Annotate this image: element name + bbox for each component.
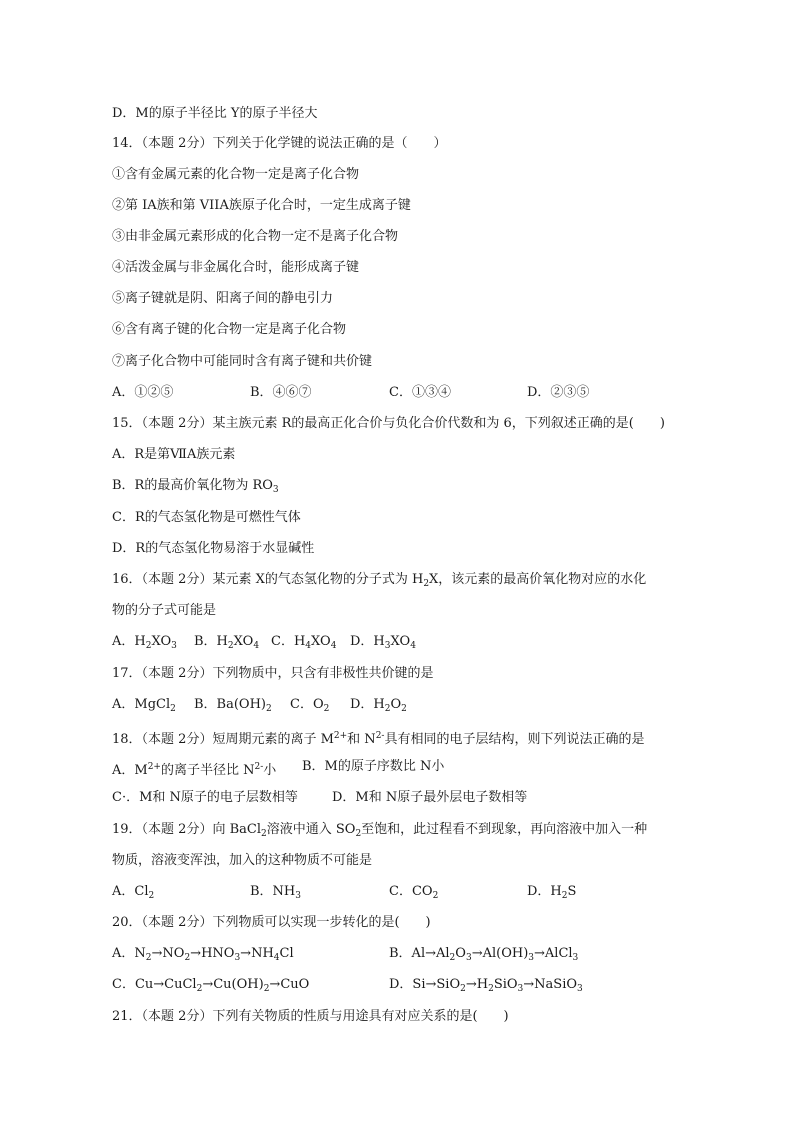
q16-options (112, 634, 512, 650)
q19-options (112, 884, 712, 900)
q20-options-ab (112, 946, 712, 962)
q18-stem: 18．（本题 2分）短周期元素的离子 $M^{2+}$和 $N^{2-}$具有相同的电子层结构，则下列说法正确的是 (112, 731, 645, 747)
q14-statement-4: ④活泼金属与非金属化合时，能形成离子键 (112, 260, 360, 275)
q17-option-c: C．$O_2$ (290, 697, 330, 714)
q14-option-b: B．④⑥⑦ (250, 385, 312, 400)
q18-option-a: A．$M^{2+}$的离子半径比 $N^{2-}$小 (112, 762, 277, 778)
q15-option-d: D．R的气态氢化物易溶于水显碱性 (112, 541, 315, 556)
q14-stem: 14．（本题 2分）下列关于化学键的说法正确的是（ ） (112, 136, 447, 151)
q19-stem-line2: 物质，溶液变浑浊，加入的这种物质不可能是 (112, 853, 373, 868)
q14-statement-3: ③由非金属元素形成的化合物一定不是离子化合物 (112, 229, 399, 244)
q13-option-d: D．M的原子半径比 Y的原子半径大 (112, 106, 318, 121)
q19-option-b: B．$NH_3$ (250, 884, 301, 901)
q17-option-a: A．MgCl$_2$ (112, 697, 176, 714)
q18-options-ab (112, 759, 612, 778)
q14-options (112, 385, 712, 401)
q15-option-c: C．R的气态氢化物是可燃性气体 (112, 510, 301, 525)
q19-option-c: C．$CO_2$ (389, 884, 439, 901)
q14-statement-5: ⑤离子键就是阴、阳离子间的静电引力 (112, 291, 334, 306)
q20-options-cd (112, 977, 712, 993)
q17-option-d: D．$H_2O_2$ (350, 697, 407, 714)
q16-option-c: C．$H_4XO_4$ (271, 634, 337, 651)
q20-option-b: B．$Al\to Al_2O_3\to Al(OH)_3\to AlCl_3$ (389, 946, 579, 963)
q19-option-d: D．$H_2S$ (527, 884, 577, 901)
q16-option-b: B．$H_2XO_4$ (194, 634, 260, 651)
q17-options (112, 697, 512, 713)
q14-statement-6: ⑥含有离子键的化合物一定是离子化合物 (112, 322, 347, 337)
q14-statement-2: ②第 IA族和第 VIIA族原子化合时，一定生成离子键 (112, 198, 411, 213)
q15-stem: 15．（本题 2分）某主族元素 R的最高正化合价与负化合价代数和为 6，下列叙述正确的是( ) (112, 416, 665, 431)
q19-option-a: A．$Cl_2$ (112, 884, 155, 901)
q16-stem-line2: 物的分子式可能是 (112, 603, 217, 618)
q20-stem: 20．（本题 2分）下列物质可以实现一步转化的是( ) (112, 915, 431, 930)
q14-statement-1: ①含有金属元素的化合物一定是离子化合物 (112, 167, 360, 182)
q16-stem-line1: 16．（本题 2分）某元素 X的气态氢化物的分子式为 $H_2X$，该元素的最高价氧化物对应的水化 (112, 572, 647, 589)
q14-statement-7: ⑦离子化合物中可能同时含有离子键和共价键 (112, 354, 373, 369)
q15-option-a: A．R是第ⅦA族元素 (112, 447, 236, 462)
q17-option-b: B．$Ba(OH)_2$ (194, 697, 272, 714)
q18-option-d: D．M和 N原子最外层电子数相等 (332, 790, 528, 805)
q20-option-a: A．$N_2\to NO_2\to HNO_3\to NH_4Cl$ (112, 946, 294, 963)
q14-option-d: D．②③⑤ (527, 385, 590, 400)
q20-option-d: D．$Si\to SiO_2\to H_2SiO_3\to NaSiO_3$ (389, 977, 583, 994)
q14-option-a: A．①②⑤ (112, 385, 174, 400)
q21-stem: 21．（本题 2分）下列有关物质的性质与用途具有对应关系的是( ) (112, 1009, 509, 1024)
q16-option-a: A．$H_2XO_3$ (112, 634, 177, 651)
q16-option-d: D．$H_3XO_4$ (350, 634, 416, 651)
q20-option-c: C．$Cu\to CuCl_2\to Cu(OH)_2\to CuO$ (112, 977, 310, 994)
q18-options-cd (112, 790, 612, 806)
q19-stem-line1: 19．（本题 2分）向 BaCl$_2$溶液中通入 $SO_2$至饱和，此过程看不到现象，再向溶液中加入一种 (112, 822, 648, 839)
q14-option-c: C．①③④ (389, 385, 451, 400)
q15-option-b: B．R的最高价氧化物为 $RO_3$ (112, 478, 279, 495)
q17-stem: 17．（本题 2分）下列物质中，只含有非极性共价键的是 (112, 666, 434, 681)
q18-option-b: B．M的原子序数比 N小 (302, 759, 445, 774)
q18-option-c: C·．M和 N原子的电子层数相等 (112, 790, 298, 805)
